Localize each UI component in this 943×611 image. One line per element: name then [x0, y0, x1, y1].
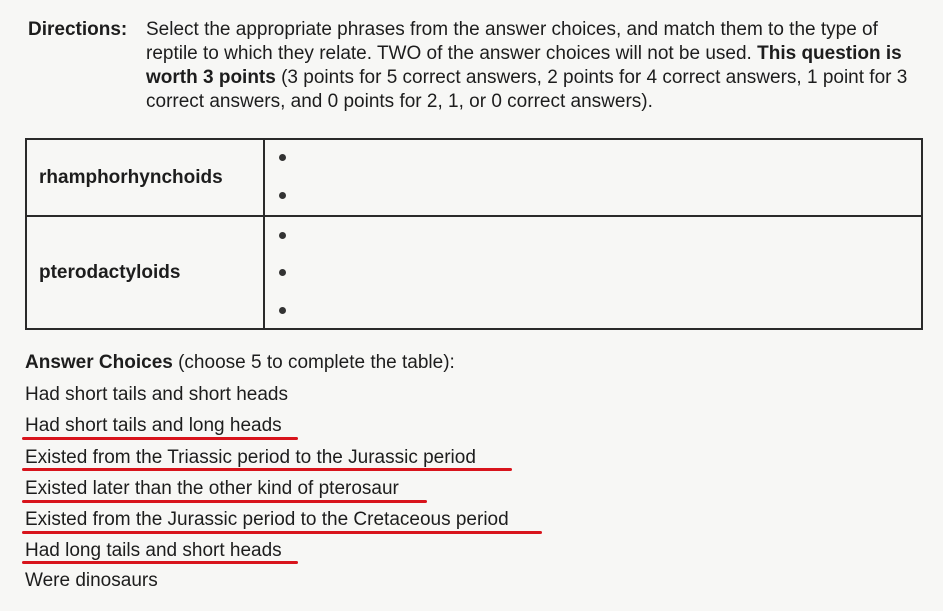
drop-zone-rhamphorhynchoids[interactable] [265, 140, 921, 215]
directions-label: Directions: [28, 19, 128, 40]
bullet-slot[interactable] [279, 307, 286, 314]
directions-text-1: Select the appropriate phrases from the answer choices, and match them to the type of reptile to which they relate. TWO of the answer choices will not be used. [146, 19, 878, 64]
red-underline [22, 468, 512, 471]
directions-text-bold: This question is worth 3 points [146, 43, 902, 88]
answer-choice[interactable]: Had short tails and long heads [25, 415, 282, 436]
row-label-pterodactyloids: pterodactyloids [27, 217, 265, 328]
table-row [27, 140, 921, 217]
answer-choices-instruction: (choose 5 to complete the table): [172, 352, 455, 373]
red-underline [22, 437, 298, 440]
red-underline [22, 531, 542, 534]
bullet-slot[interactable] [279, 232, 286, 239]
answer-choices-heading [25, 352, 455, 374]
row-label-rhamphorhynchoids: rhamphorhynchoids [27, 140, 265, 215]
directions-text [146, 18, 916, 114]
bullet-slot[interactable] [279, 192, 286, 199]
directions [28, 18, 928, 114]
answer-choices-title: Answer Choices [25, 352, 173, 373]
red-underline [22, 500, 427, 503]
bullet-slot[interactable] [279, 269, 286, 276]
answer-choice[interactable]: Had short tails and short heads [25, 384, 288, 405]
red-underline [22, 561, 298, 564]
answer-choice[interactable]: Existed from the Triassic period to the Jurassic period [25, 447, 476, 468]
drop-zone-pterodactyloids[interactable] [265, 217, 921, 328]
directions-text-2: (3 points for 5 correct answers, 2 points for 4 correct answers, 1 point for 3 correct answers, and 0 points for 2, 1, or 0 correct answers). [146, 67, 908, 112]
answer-choice[interactable]: Were dinosaurs [25, 570, 158, 591]
answer-choice[interactable]: Existed later than the other kind of pterosaur [25, 478, 399, 499]
answer-choice[interactable]: Existed from the Jurassic period to the Cretaceous period [25, 509, 509, 530]
bullet-slot[interactable] [279, 154, 286, 161]
answer-table [25, 138, 923, 330]
answer-choice[interactable]: Had long tails and short heads [25, 540, 282, 561]
table-row [27, 217, 921, 328]
